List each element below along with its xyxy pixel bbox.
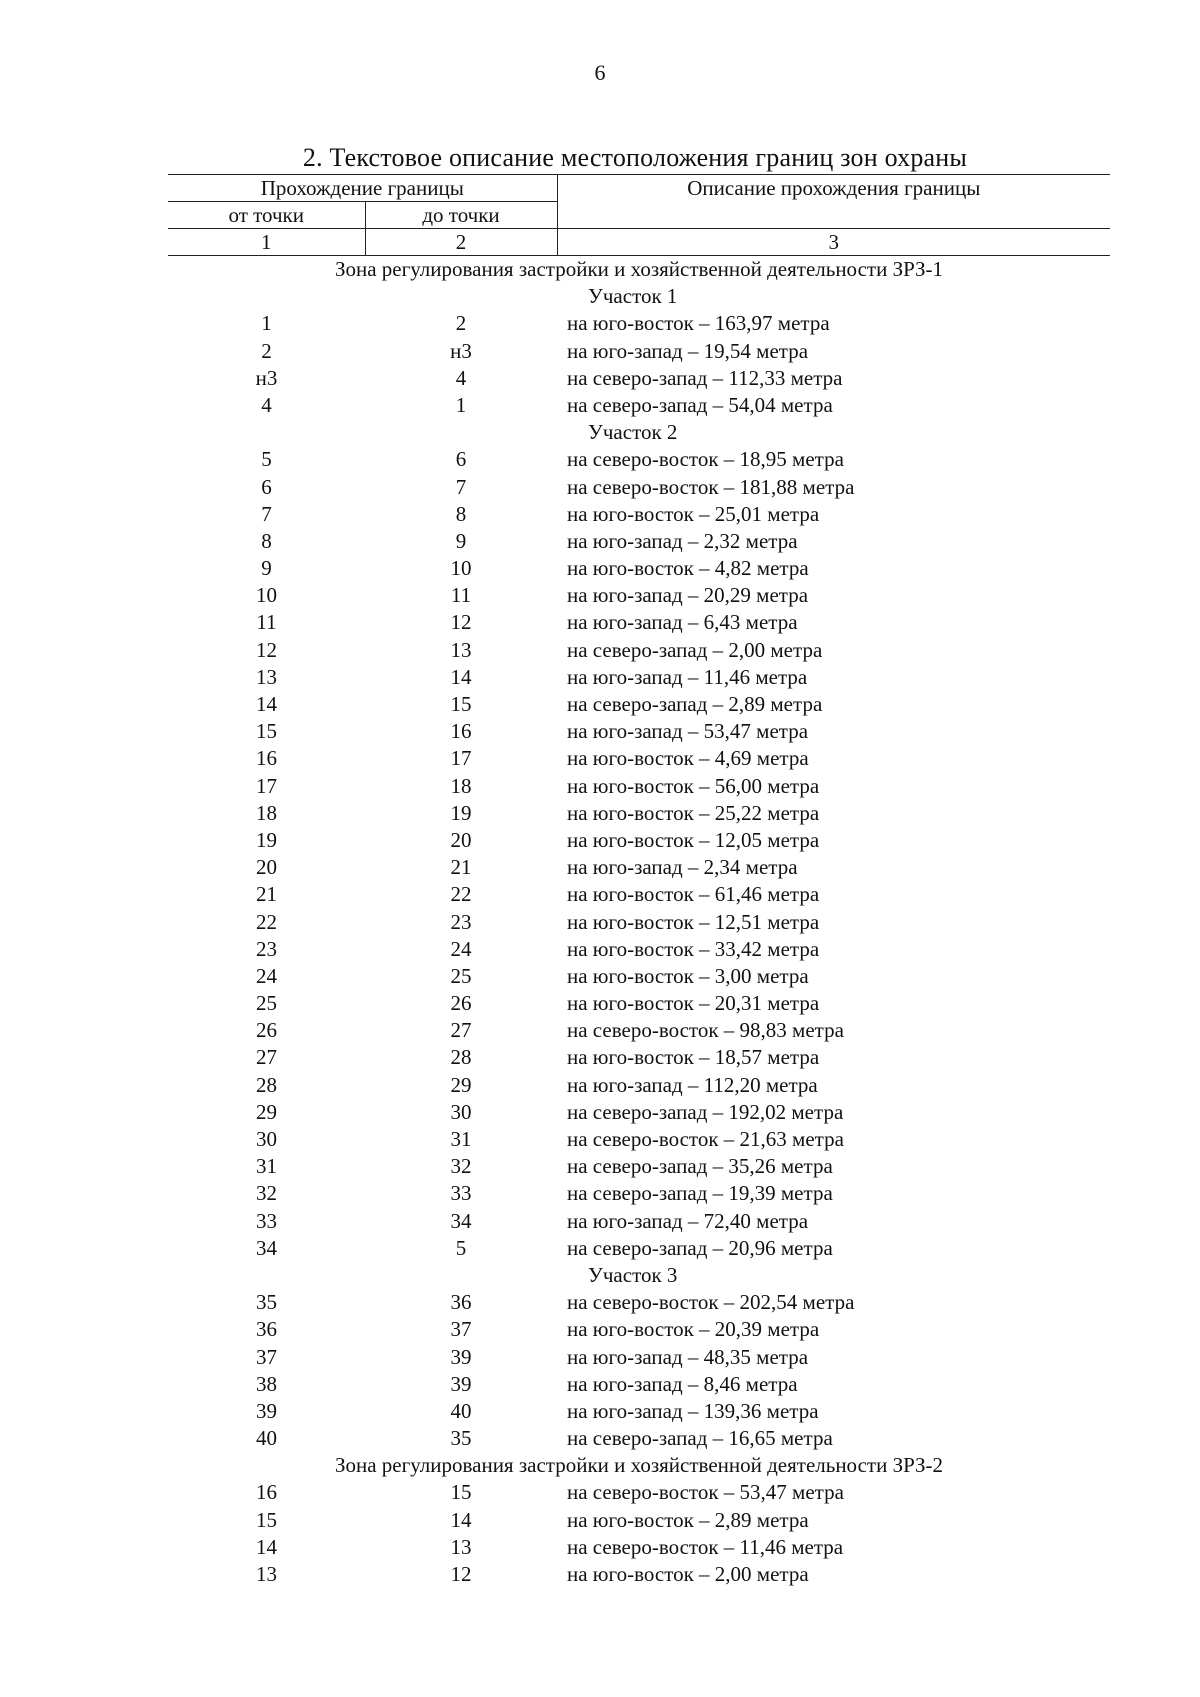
from-point-cell: 10 [256,583,277,608]
description-cell: на юго-запад – 53,47 метра [567,719,809,744]
table-row [168,365,1110,392]
description-cell: на юго-восток – 20,31 метра [567,991,820,1016]
from-point-cell: н3 [255,365,278,390]
to-point-cell: 9 [455,528,467,553]
to-point-cell: 31 [450,1127,472,1151]
description-cell: на юго-восток – 4,82 метра [567,556,809,581]
table-row [168,773,1110,800]
description-cell: на юго-восток – 18,57 метра [567,1045,820,1070]
description-cell: на юго-восток – 25,01 метра [567,501,820,526]
to-point-cell: 25 [450,963,472,988]
table-row [168,1371,1110,1398]
page-number: 6 [594,60,606,85]
from-point-cell: 8 [261,528,272,553]
header-col-number-3: 3 [557,229,1110,256]
description-cell: на юго-запад – 11,46 метра [567,664,808,689]
from-point-cell: 24 [256,963,277,988]
to-point-cell: 7 [455,474,467,499]
description-cell: на юго-запад – 8,46 метра [567,1371,798,1396]
from-point-cell: 9 [261,556,272,581]
to-point-cell: 39 [450,1371,472,1396]
zone-heading: Зона регулирования застройки и хозяйственной деятельности ЗРЗ-2 [334,1453,944,1478]
description-cell: на юго-запад – 19,54 метра [567,338,809,363]
from-point-cell: 25 [256,991,277,1016]
table-row [168,474,1110,501]
from-point-cell: 16 [256,746,277,771]
to-point-cell: 39 [450,1344,472,1369]
from-point-cell: 12 [256,637,277,662]
from-point-cell: 38 [256,1371,277,1396]
to-point-cell: 22 [450,882,472,907]
description-cell: на юго-запад – 72,40 метра [567,1208,809,1233]
from-point-cell: 15 [256,1507,277,1532]
description-cell: на юго-восток – 12,51 метра [567,909,820,934]
table-row [168,1180,1110,1207]
from-point-cell: 4 [261,392,272,417]
from-point-cell: 34 [256,1235,277,1260]
from-point-cell: 18 [256,800,277,825]
from-point-cell: 36 [256,1317,277,1342]
description-cell: на юго-восток – 33,42 метра [567,936,820,961]
from-point-cell: 15 [256,719,277,744]
table-row [168,446,1110,473]
description-cell: на северо-восток – 18,95 метра [567,447,844,472]
table-row [168,1507,1110,1534]
to-point-cell: н3 [450,338,472,363]
description-cell: на северо-восток – 21,63 метра [567,1127,844,1151]
description-cell: на юго-запад – 139,36 метра [567,1398,819,1423]
from-point-cell: 40 [256,1426,277,1451]
description-cell: на юго-восток – 25,22 метра [567,800,820,825]
to-point-cell: 15 [450,692,472,716]
table-row [168,1044,1110,1071]
header-col-number-1: 1 [168,229,365,256]
to-point-cell: 12 [450,610,472,635]
from-point-cell: 6 [261,474,272,499]
description-cell: на северо-запад – 35,26 метра [567,1154,833,1179]
to-point-cell: 13 [450,637,472,662]
table-row [168,1153,1110,1180]
description-cell: на северо-запад – 54,04 метра [567,392,833,417]
description-cell: на юго-восток – 2,89 метра [567,1507,809,1532]
plot-heading: Участок 2 [588,420,678,445]
description-cell: на юго-восток – 3,00 метра [567,963,809,988]
to-point-cell: 24 [450,936,472,961]
to-point-cell: 2 [455,311,467,336]
to-point-cell: 1 [455,392,467,417]
table-row [168,1344,1110,1371]
to-point-cell: 27 [450,1018,472,1043]
table-row [168,392,1110,419]
table-row [168,881,1110,908]
description-cell: на юго-запад – 2,34 метра [567,855,798,880]
to-point-cell: 40 [450,1398,472,1423]
description-cell: на юго-восток – 4,69 метра [567,746,809,771]
description-cell: на северо-запад – 20,96 метра [567,1235,833,1260]
table-row [168,745,1110,772]
table-row [168,936,1110,963]
from-point-cell: 29 [256,1099,277,1124]
table-row [168,1126,1110,1153]
table-row [168,1534,1110,1561]
table-row [168,1072,1110,1099]
table-row [168,1099,1110,1126]
description-cell: на северо-восток – 11,46 метра [567,1534,844,1559]
from-point-cell: 27 [256,1045,277,1070]
from-point-cell: 32 [256,1181,277,1206]
zone-heading: Зона регулирования застройки и хозяйственной деятельности ЗРЗ-1 [334,257,944,281]
table-row [168,990,1110,1017]
table-row [168,1425,1110,1452]
to-point-cell: 17 [450,746,472,771]
table-row [168,691,1110,718]
document-title: 2. Текстовое описание местоположения границ зон охраны [302,143,968,172]
from-point-cell: 14 [256,1534,277,1559]
description-cell: на юго-запад – 2,32 метра [567,528,798,553]
table-row [168,1289,1110,1316]
to-point-cell: 32 [450,1154,472,1179]
from-point-cell: 21 [256,882,277,907]
description-cell: на юго-восток – 61,46 метра [567,882,820,907]
from-point-cell: 30 [256,1127,277,1151]
table-row [168,664,1110,691]
from-point-cell: 39 [256,1398,277,1423]
plot-heading: Участок 1 [588,284,678,309]
table-row [168,338,1110,365]
to-point-cell: 11 [450,583,472,608]
to-point-cell: 37 [450,1317,472,1342]
table-row [168,637,1110,664]
table-row [168,800,1110,827]
table-row [168,1208,1110,1235]
from-point-cell: 2 [261,338,272,363]
header-to-label: до точки [365,202,557,229]
table-body [168,256,1110,1588]
to-point-cell: 23 [450,909,472,934]
table-row [168,854,1110,881]
from-point-cell: 19 [256,827,277,852]
table-row [168,1479,1110,1506]
table-row [168,501,1110,528]
description-cell: на юго-восток – 2,00 метра [567,1562,809,1586]
to-point-cell: 15 [450,1480,472,1505]
description-cell: на северо-восток – 53,47 метра [567,1480,844,1505]
from-point-cell: 11 [256,610,277,635]
to-point-cell: 29 [450,1072,472,1097]
table-row [168,827,1110,854]
from-point-cell: 26 [256,1018,277,1043]
header-col-number-2: 2 [365,229,557,256]
to-point-cell: 34 [450,1208,472,1233]
from-point-cell: 7 [261,501,272,526]
to-point-cell: 28 [450,1045,472,1070]
to-point-cell: 33 [450,1181,472,1206]
to-point-cell: 19 [450,800,472,825]
description-cell: на северо-запад – 192,02 метра [567,1099,844,1124]
description-cell: на юго-запад – 6,43 метра [567,610,798,635]
table-row [168,963,1110,990]
table-row [168,609,1110,636]
to-point-cell: 13 [450,1534,472,1559]
table-row [168,1398,1110,1425]
description-cell: на юго-восток – 56,00 метра [567,773,820,798]
from-point-cell: 31 [256,1154,277,1179]
to-point-cell: 30 [450,1099,472,1124]
description-cell: на северо-восток – 181,88 метра [567,474,855,499]
description-cell: на юго-запад – 20,29 метра [567,583,809,608]
from-point-cell: 5 [261,447,272,472]
from-point-cell: 17 [256,773,277,798]
to-point-cell: 14 [450,1507,472,1532]
from-point-cell: 13 [256,664,277,689]
from-point-cell: 14 [256,692,277,716]
table-row [168,1316,1110,1343]
table-row [168,528,1110,555]
table-row [168,310,1110,337]
to-point-cell: 21 [450,855,472,880]
table-row [168,1235,1110,1262]
boundary-table [168,174,1110,1588]
to-point-cell: 12 [450,1562,472,1586]
from-point-cell: 37 [256,1344,277,1369]
table-header [168,174,1110,256]
to-point-cell: 35 [450,1426,472,1451]
header-description-label: Описание прохождения границы [557,175,1110,229]
table-row [168,1561,1110,1588]
to-point-cell: 36 [450,1290,472,1315]
description-cell: на северо-запад – 112,33 метра [567,365,843,390]
to-point-cell: 8 [455,501,467,526]
header-from-label: от точки [168,202,365,229]
description-cell: на юго-запад – 48,35 метра [567,1344,809,1369]
description-cell: на северо-запад – 2,89 метра [567,692,823,716]
to-point-cell: 26 [450,991,472,1016]
description-cell: на северо-восток – 98,83 метра [567,1018,844,1043]
from-point-cell: 35 [256,1290,277,1315]
from-point-cell: 33 [256,1208,277,1233]
to-point-cell: 14 [450,664,472,689]
to-point-cell: 16 [450,719,472,744]
from-point-cell: 20 [256,855,277,880]
from-point-cell: 16 [256,1480,277,1505]
from-point-cell: 22 [256,909,277,934]
description-cell: на северо-запад – 2,00 метра [567,637,823,662]
plot-heading: Участок 3 [588,1262,678,1287]
to-point-cell: 20 [450,827,472,852]
description-cell: на юго-восток – 12,05 метра [567,827,820,852]
description-cell: на северо-запад – 19,39 метра [567,1181,833,1206]
table-row [168,582,1110,609]
header-group-label: Прохождение границы [168,175,557,202]
from-point-cell: 23 [256,936,277,961]
description-cell: на северо-запад – 16,65 метра [567,1426,833,1451]
description-cell: на северо-восток – 202,54 метра [567,1290,855,1315]
to-point-cell: 5 [455,1235,467,1260]
description-cell: на юго-восток – 20,39 метра [567,1317,820,1342]
table-row [168,909,1110,936]
table-row [168,718,1110,745]
description-cell: на юго-запад – 112,20 метра [567,1072,818,1097]
table-row [168,555,1110,582]
to-point-cell: 6 [455,447,467,472]
from-point-cell: 13 [256,1562,277,1586]
description-cell: на юго-восток – 163,97 метра [567,311,830,336]
from-point-cell: 1 [261,311,272,336]
from-point-cell: 28 [256,1072,277,1097]
table-row [168,1017,1110,1044]
to-point-cell: 18 [450,773,472,798]
to-point-cell: 4 [455,365,467,390]
to-point-cell: 10 [450,556,472,581]
